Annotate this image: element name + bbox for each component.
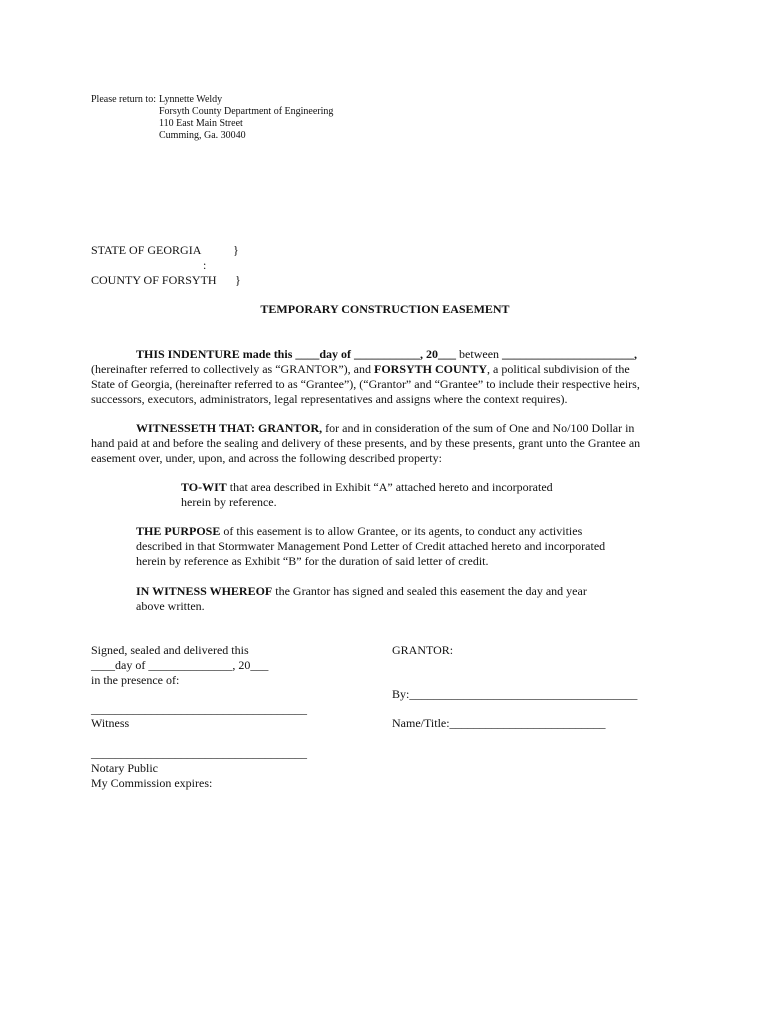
- grantor-label: GRANTOR:: [392, 643, 454, 657]
- witnesseth-line-1-rest: for and in consideration of the sum of One and No/100 Dollar in: [322, 421, 635, 435]
- commission-expires-label: My Commission expires:: [91, 776, 213, 790]
- document-title: TEMPORARY CONSTRUCTION EASEMENT: [260, 302, 510, 316]
- witnesseth-lead: WITNESSETH THAT: GRANTOR,: [136, 421, 323, 435]
- caption-colon: :: [203, 258, 207, 272]
- indenture-lead: THIS INDENTURE made this ____day of ___________, 20___: [136, 347, 457, 361]
- purpose-line-1-rest: of this easement is to allow Grantee, or its agents, to conduct any activities: [220, 524, 583, 538]
- indenture-line-3: State of Georgia, (hereinafter referred to as “Grantee”), (“Grantor” and “Grantee” to include their respective heirs,: [91, 377, 640, 391]
- towit-paragraph: [181, 480, 553, 510]
- return-label: Please return to:: [91, 94, 156, 105]
- notary-label: Notary Public: [91, 761, 158, 775]
- indenture-line-1: [91, 347, 640, 362]
- return-street: 110 East Main Street: [159, 118, 243, 129]
- witness-label: Witness: [91, 716, 130, 730]
- grantor-by-line[interactable]: By:______________________________________: [392, 687, 638, 701]
- return-name: Lynnette Weldy: [159, 94, 223, 105]
- purpose-lead: THE PURPOSE: [136, 524, 221, 538]
- caption-county: COUNTY OF FORSYTH: [91, 273, 217, 287]
- notary-signature-line[interactable]: ____________________________________: [91, 746, 307, 760]
- indenture-paragraph: [91, 347, 640, 407]
- witness-whereof-paragraph: [136, 584, 587, 614]
- caption-brace-2: }: [235, 273, 241, 287]
- return-city: Cumming, Ga. 30040: [159, 130, 246, 141]
- witness-line-2: above written.: [136, 599, 205, 613]
- indenture-line-2: [91, 362, 640, 377]
- caption-state: STATE OF GEORGIA: [91, 243, 202, 257]
- witness-line-1-rest: the Grantor has signed and sealed this easement the day and year: [272, 584, 587, 598]
- return-dept: Forsyth County Department of Engineering: [159, 106, 334, 117]
- signed-sealed-text: Signed, sealed and delivered this: [91, 643, 249, 657]
- witnesseth-line-1: [91, 421, 640, 436]
- purpose-paragraph: [136, 524, 605, 569]
- witnesseth-line-3: easement over, under, upon, and across the following described property:: [91, 451, 442, 465]
- witness-signature-line[interactable]: ____________________________________: [91, 702, 307, 716]
- party-blank: ______________________,: [502, 347, 638, 361]
- purpose-line-1: [136, 524, 605, 539]
- towit-line-1-rest: that area described in Exhibit “A” attached hereto and incorporated: [226, 480, 553, 494]
- grantor-name-title-line[interactable]: Name/Title:__________________________: [392, 716, 606, 730]
- forsyth-county-bold: FORSYTH COUNTY: [373, 362, 487, 376]
- witness-lead: IN WITNESS WHEREOF: [136, 584, 273, 598]
- between-text: between: [456, 347, 503, 361]
- indenture-line-2a: (hereinafter referred to collectively as “GRANTOR”), and: [91, 362, 374, 376]
- purpose-line-2: described in that Stormwater Management Pond Letter of Credit attached hereto and incorporated: [136, 539, 606, 553]
- witness-line-1: [136, 584, 587, 599]
- caption-brace-1: }: [233, 243, 239, 257]
- witnesseth-line-2: hand paid at and before the sealing and delivery of these presents, and by these presents, grant unto the Grantee an: [91, 436, 641, 450]
- towit-line-2: herein by reference.: [181, 495, 277, 509]
- indenture-line-2b: , a political subdivision of the: [487, 362, 630, 376]
- signed-date-line[interactable]: ____day of ______________, 20___: [91, 658, 269, 672]
- witnesseth-paragraph: [91, 421, 640, 466]
- indenture-line-4: successors, executors, administrators, legal representatives and assigns where the context requires).: [91, 392, 568, 406]
- towit-line-1: [181, 480, 553, 495]
- towit-lead: TO-WIT: [181, 480, 227, 494]
- presence-text: in the presence of:: [91, 673, 180, 687]
- purpose-line-3: herein by reference as Exhibit “B” for the duration of said letter of credit.: [136, 554, 489, 568]
